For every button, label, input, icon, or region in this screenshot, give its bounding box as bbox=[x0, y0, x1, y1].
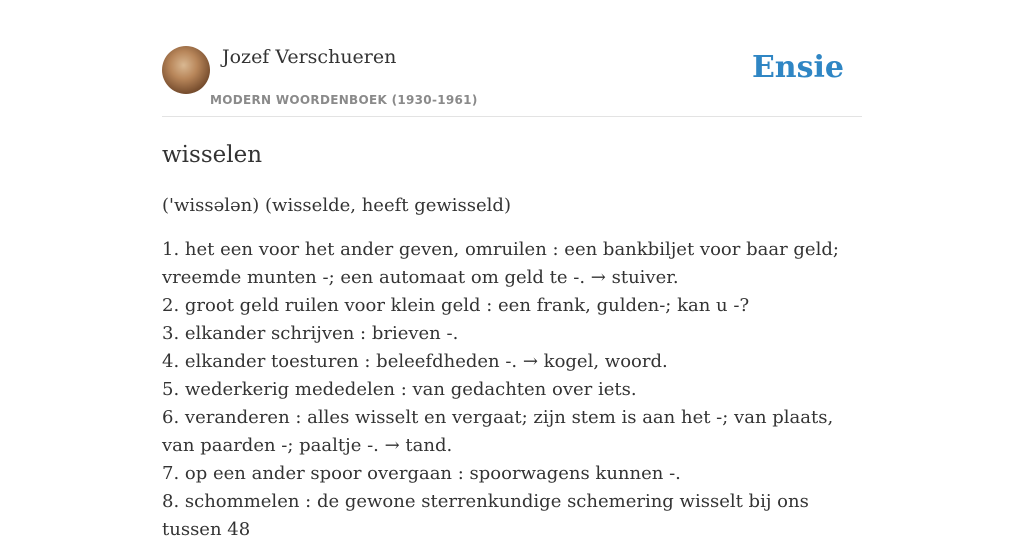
definition-item: 3. elkander schrijven : brieven -. bbox=[162, 323, 459, 344]
header bbox=[162, 46, 862, 117]
definition-item: 2. groot geld ruilen voor klein geld : een frank, gulden-; kan u -? bbox=[162, 295, 750, 316]
definition-item: 5. wederkerig mededelen : van gedachten over iets. bbox=[162, 379, 637, 400]
definition-item: 7. op een ander spoor overgaan : spoorwagens kunnen -. bbox=[162, 463, 681, 484]
definition-item: 6. veranderen : alles wisselt en vergaat; zijn stem is aan het -; van plaats, van paarden -; paaltje -. → tand. bbox=[162, 407, 834, 456]
source-label: MODERN WOORDENBOEK (1930-1961) bbox=[210, 93, 478, 107]
author-avatar[interactable] bbox=[162, 46, 210, 94]
entry-content bbox=[162, 140, 862, 544]
definition-item: 1. het een voor het ander geven, omruilen : een bankbiljet voor baar geld; vreemde munten -; een automaat om geld te -. → stuiver. bbox=[162, 239, 839, 288]
definition-list bbox=[162, 236, 862, 544]
definition-item: 8. schommelen : de gewone sterrenkundige schemering wisselt bij ons tussen 48 bbox=[162, 491, 809, 540]
definition-item: 4. elkander toesturen : beleefdheden -. → kogel, woord. bbox=[162, 351, 668, 372]
entry-pronunciation: ('wissələn) (wisselde, heeft gewisseld) bbox=[162, 195, 511, 216]
entry-title: wisselen bbox=[162, 142, 263, 168]
author-name[interactable]: Jozef Verschueren bbox=[222, 46, 397, 68]
brand-logo[interactable]: Ensie bbox=[751, 50, 844, 85]
